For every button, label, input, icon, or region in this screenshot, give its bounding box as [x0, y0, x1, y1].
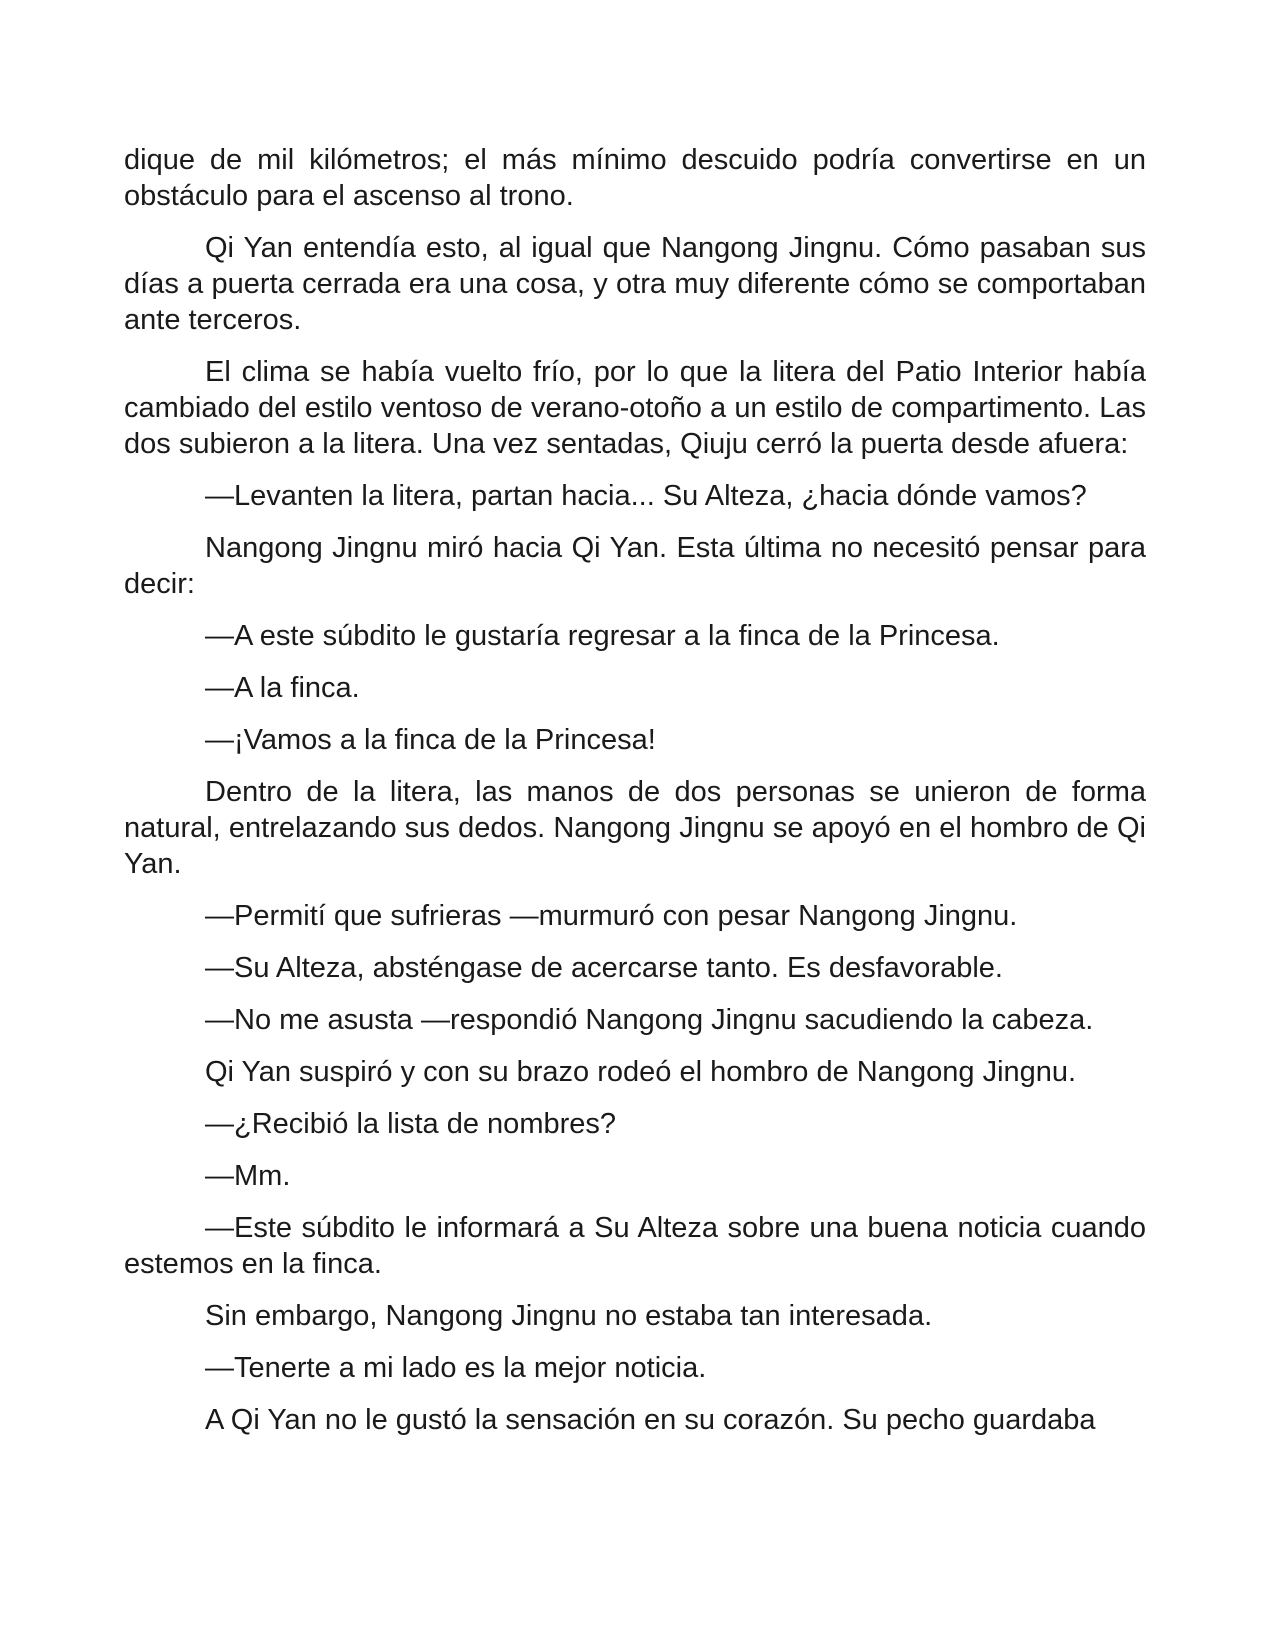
paragraph-1: dique de mil kilómetros; el más mínimo descuido podría convertirse en un obstáculo para el ascenso al trono. [124, 144, 1146, 212]
paragraph-12: —No me asusta —respondió Nangong Jingnu sacudiendo la cabeza. [205, 1004, 1094, 1036]
paragraph-6: —A este súbdito le gustaría regresar a la finca de la Princesa. [205, 620, 1000, 652]
paragraph-19: A Qi Yan no le gustó la sensación en su corazón. Su pecho guardaba [205, 1404, 1096, 1436]
paragraph-2: Qi Yan entendía esto, al igual que Nangong Jingnu. Cómo pasaban sus días a puerta cerrada era una cosa, y otra muy diferente cómo se comportaban ante terceros. [124, 232, 1146, 336]
paragraph-7: —A la finca. [205, 672, 360, 704]
paragraph-8: —¡Vamos a la finca de la Princesa! [205, 724, 656, 756]
paragraph-13: Qi Yan suspiró y con su brazo rodeó el hombro de Nangong Jingnu. [205, 1056, 1077, 1088]
paragraph-4: —Levanten la litera, partan hacia... Su Alteza, ¿hacia dónde vamos? [205, 480, 1087, 512]
paragraph-9: Dentro de la litera, las manos de dos personas se unieron de forma natural, entrelazando sus dedos. Nangong Jingnu se apoyó en el hombro de Qi Yan. [124, 776, 1146, 880]
paragraph-5: Nangong Jingnu miró hacia Qi Yan. Esta última no necesitó pensar para decir: [124, 532, 1146, 600]
paragraph-3: El clima se había vuelto frío, por lo que la litera del Patio Interior había cambiado del estilo ventoso de verano-otoño a un estilo de compartimento. Las dos subieron a la litera. Una vez sentadas, Qiuju cerró la puerta desde afuera: [124, 356, 1146, 460]
paragraph-17: Sin embargo, Nangong Jingnu no estaba tan interesada. [205, 1300, 933, 1332]
paragraph-10: —Permití que sufrieras —murmuró con pesar Nangong Jingnu. [205, 900, 1018, 932]
paragraph-16: —Este súbdito le informará a Su Alteza sobre una buena noticia cuando estemos en la finca. [124, 1212, 1146, 1280]
paragraph-11: —Su Alteza, absténgase de acercarse tanto. Es desfavorable. [205, 952, 1003, 984]
paragraph-14: —¿Recibió la lista de nombres? [205, 1108, 617, 1140]
paragraph-15: —Mm. [205, 1160, 291, 1192]
paragraph-18: —Tenerte a mi lado es la mejor noticia. [205, 1352, 707, 1384]
document-page [124, 142, 1146, 1454]
